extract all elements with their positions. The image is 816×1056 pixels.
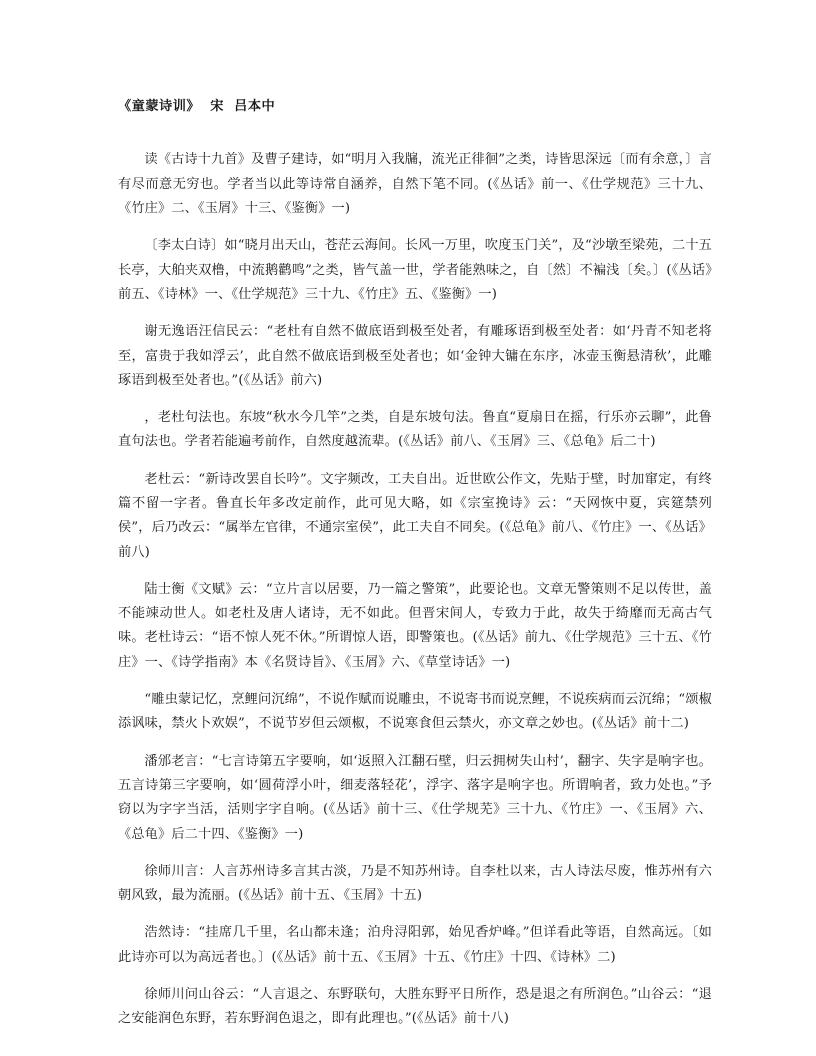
paragraph-11: 徐师川问山谷云：“人言退之、东野联句，大胜东野平日所作，恐是退之有所润色。”山谷云：“退之安能润色东野，若东野润色退之，即有此理也。”(《丛话》前十八) — [118, 987, 712, 1027]
paragraph-6: 陆士衡《文赋》云：“立片言以居要，乃一篇之警策”，此要论也。文章无警策则不足以传世，盖不能竦动世人。如老杜及唐人诸诗，无不如此。但晋宋间人，专致力于此，故失于绮靡而无高古气味。老杜诗云：“语不惊人死不休。”所谓惊人语，即警策也。(《丛话》前九、《仕学规范》三十五、《竹庄》一、《诗学指南》本《名贤诗旨》、《玉屑》六、《草堂诗话》一) — [118, 581, 712, 670]
paragraph-5: 老杜云：“新诗改罢自长吟”。文字频改，工夫自出。近世欧公作文，先贴于壁，时加窜定，有终篇不留一字者。鲁直长年多改定前作，此可见大略，如《宗室挽诗》云：“天网恢中夏，宾筵禁列侯”，后乃改云：“属举左官律，不通宗室侯”，此工夫自不同矣。(《总龟》前八、《竹庄》一、《丛话》前八) — [118, 471, 712, 560]
paragraph-7: “雕虫蒙记忆，烹鲤问沉绵”，不说作赋而说雕虫，不说寄书而说烹鲤，不说疾病而云沉绵；“颂椒添讽味，禁火卜欢娱”，不说节岁但云颂椒，不说寒食但云禁火，亦文章之妙也。(《丛话》前十二) — [118, 692, 712, 732]
document-body — [118, 148, 712, 1031]
paragraph-9: 徐师川言：人言苏州诗多言其古淡，乃是不知苏州诗。自李杜以来，古人诗法尽废，惟苏州有六朝风致，最为流丽。(《丛话》前十五、《玉屑》十五) — [118, 863, 712, 904]
paragraph-4: ，老杜句法也。东坡“秋水今几竿”之类，自是东坡句法。鲁直“夏扇日在摇，行乐亦云聊”，此鲁直句法也。学者若能遍考前作，自然度越流辈。(《丛话》前八、《玉屑》三、《总龟》后二十) — [118, 410, 712, 450]
document-title: 《童蒙诗训》 宋 吕本中 — [118, 99, 276, 114]
paragraph-2: 〔李太白诗〕如“晓月出天山，苍茫云海间。长风一万里，吹度玉门关”，及“沙墩至梁苑，二十五长亭，大舶夹双橹，中流鹅鹳鸣”之类，皆气盖一世，学者能熟味之，自〔然〕不褊浅〔矣。〕(《丛话》前五、《诗林》一、《仕学规范》三十九、《竹庄》五、《鉴衡》一) — [118, 238, 712, 302]
paragraph-10: 浩然诗：“挂席几千里，名山都未逢；泊舟浔阳郭，始见香炉峰。”但详看此等语，自然高远。〔如此诗亦可以为高远者也。〕(《丛话》前十五、《玉屑》十五、《竹庄》十四、《诗林》二) — [118, 925, 712, 965]
paragraph-8: 潘邠老言：“七言诗第五字要响，如‘返照入江翻石壁，归云拥树失山村’，翻字、失字是响字也。五言诗第三字要响，如‘圆荷浮小叶，细麦落轻花’，浮字、落字是响字也。所谓响者，致力处也。”予窃以为字字当活，活则字字自响。(《丛话》前十三、《仕学规芜》三十九、《竹庄》一、《玉屑》六、《总龟》后二十四、《鉴衡》一) — [118, 753, 712, 842]
paragraph-3: 谢无逸语汪信民云：“老杜有自然不做底语到极至处者，有雕琢语到极至处者：如‘丹青不知老将至，富贵于我如浮云’，此自然不做底语到极至处者也；如‘金钟大镛在东序，冰壶玉衡悬清秋’，此雕琢语到极至处者也。”(《丛话》前六) — [118, 324, 712, 388]
paragraph-1: 读《古诗十九首》及曹子建诗，如“明月入我牖，流光正徘徊”之类，诗皆思深远〔而有余意，〕言有尽而意无穷也。学者当以此等诗常自涵养，自然下笔不同。(《丛话》前一、《仕学规范》三十九、《竹庄》二、《玉屑》十三、《鉴衡》一) — [118, 152, 712, 217]
